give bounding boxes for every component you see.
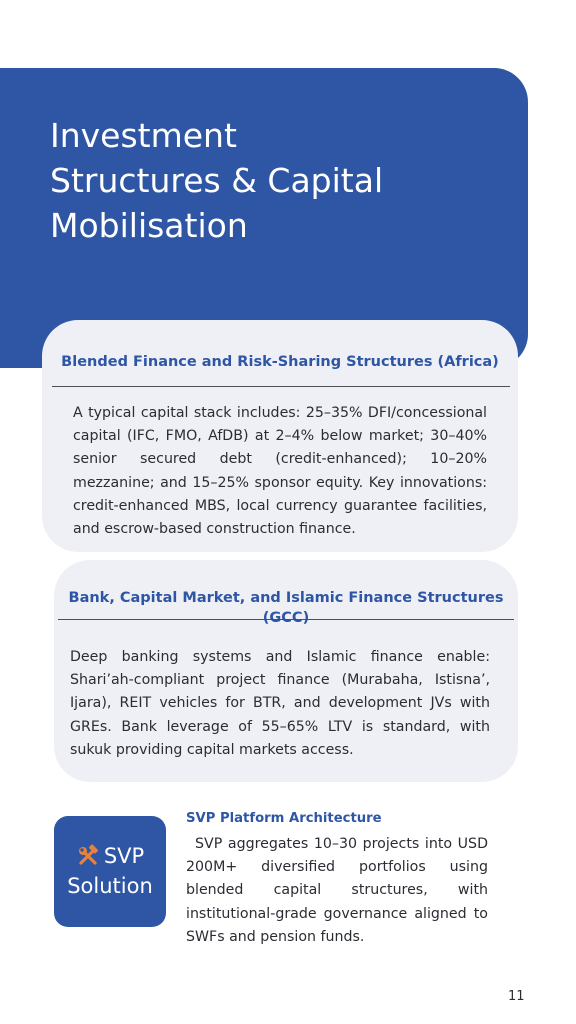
svp-heading: SVP Platform Architecture bbox=[186, 811, 382, 826]
info-card-gcc bbox=[54, 560, 518, 782]
svp-solution-badge bbox=[54, 816, 166, 927]
card-divider bbox=[52, 386, 510, 387]
page-number: 11 bbox=[508, 989, 525, 1004]
info-card-africa bbox=[42, 320, 518, 552]
card-heading: Blended Finance and Risk-Sharing Structures (Africa) bbox=[61, 354, 499, 370]
svp-body: SVP aggregates 10–30 projects into USD 200M+ diversified portfolios using blended capital structures, with institutional-grade governance aligned to SWFs and pension funds. bbox=[186, 836, 488, 945]
badge-label-solution: Solution bbox=[67, 874, 153, 898]
card-heading: Bank, Capital Market, and Islamic Finance Structures (GCC) bbox=[68, 590, 504, 626]
card-divider bbox=[58, 619, 514, 620]
card-body: Deep banking systems and Islamic finance enable: Shari’ah-compliant project finance (Murabaha, Istisna’, Ijara), REIT vehicles for BTR, and development JVs with GREs. Bank leverage of 55–65% LTV is standard, with sukuk providing capital markets access. bbox=[70, 649, 490, 758]
tools-icon bbox=[76, 844, 100, 868]
badge-line-1 bbox=[54, 842, 166, 870]
badge-label-svp: SVP bbox=[103, 844, 145, 868]
page-title: Investment Structures & Capital Mobilisation bbox=[50, 116, 384, 245]
card-body: A typical capital stack includes: 25–35% DFI/concessional capital (IFC, FMO, AfDB) at 2–4% below market; 30–40% senior secured debt (credit-enhanced); 10–20% mezzanine; and 15–25% sponsor equity. Key innovations: credit-enhanced MBS, local currency guarantee facilities, and escrow-based construction finance. bbox=[73, 405, 487, 538]
